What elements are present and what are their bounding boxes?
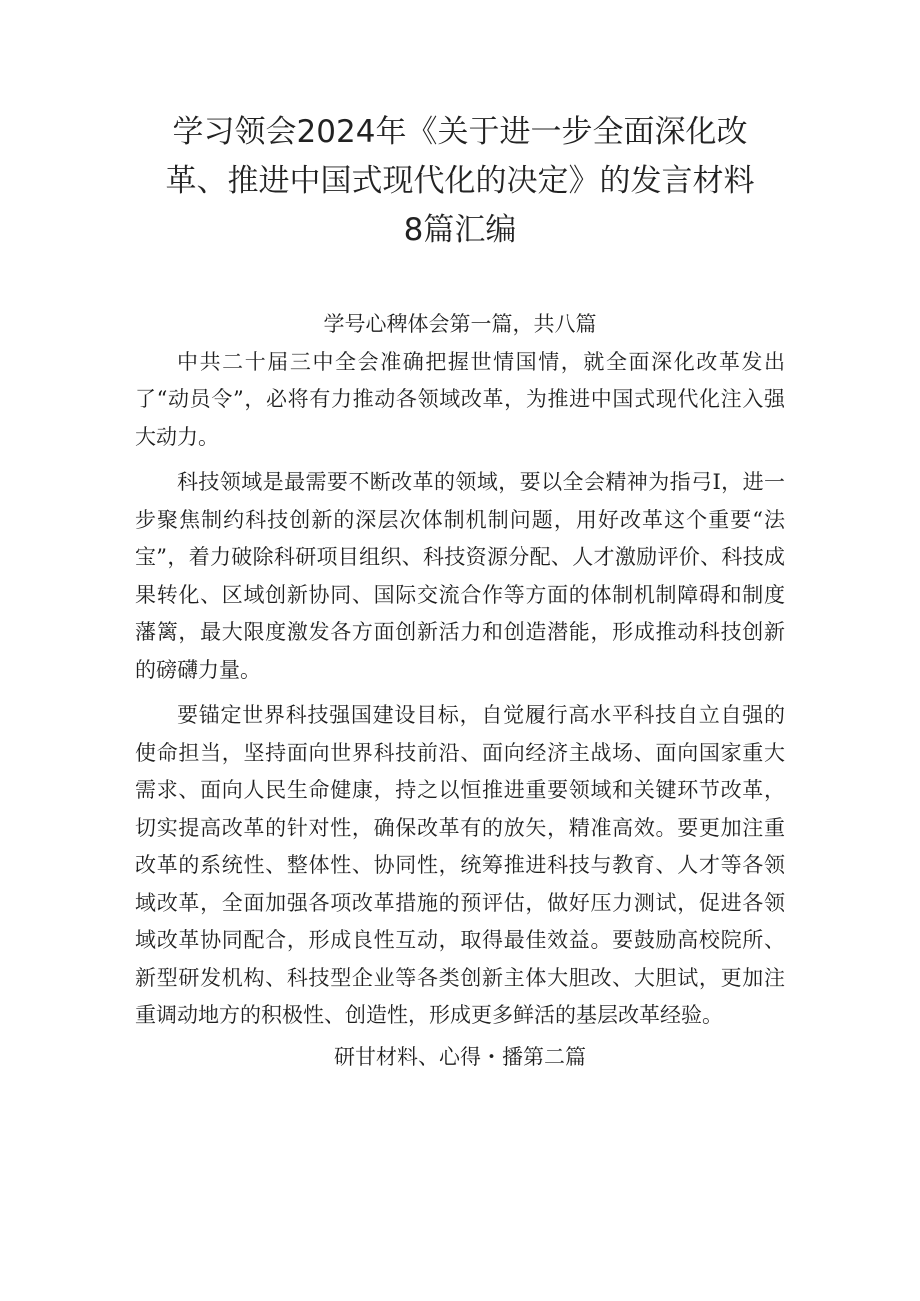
title-line-3: 8篇汇编	[403, 212, 517, 248]
document-body	[135, 306, 785, 1076]
section-1-heading: 学号心稗体会第一篇，共八篇	[323, 312, 597, 336]
document-title	[120, 108, 800, 255]
paragraph-2: 科技领域是最需要不断改革的领域，要以全会精神为指弓I，进一步聚焦制约科技创新的深层次体制机制问题，用好改革这个重要“法宝”，着力破除科研项目组织、科技资源分配、人才激励评价、科技成果转化、区域创新协同、国际交流合作等方面的体制机制障碍和制度藩篱，最大限度激发各方面创新活力和创造潜能，形成推动科技创新的磅礴力量。	[135, 470, 785, 682]
paragraph-3: 要锚定世界科技强国建设目标，自觉履行高水平科技自立自强的使命担当，坚持面向世界科技前沿、面向经济主战场、面向国家重大需求、面向人民生命健康，持之以恒推进重要领域和关键环节改革，切实提高改革的针对性，确保改革有的放矢，精准高效。要更加注重改革的系统性、整体性、协同性，统筹推进科技与教育、人才等各领域改革，全面加强各项改革措施的预评估，做好压力测试，促进各领域改革协同配合，形成良性互动，取得最佳效益。要鼓励高校院所、新型研发机构、科技型企业等各类创新主体大胆改、大胆试，更加注重调动地方的积极性、创造性，形成更多鲜活的基层改革经验。	[135, 703, 785, 1027]
section-2-heading: 研甘材料、心得・播第二篇	[334, 1044, 586, 1069]
title-line-2: 革、推进中国式现代化的决定》的发言材料	[165, 163, 755, 199]
paragraph-1: 中共二十届三中全会准确把握世情国情，就全面深化改革发出了“动员令”，必将有力推动各领域改革，为推进中国式现代化注入强大动力。	[135, 349, 785, 449]
title-line-1: 学习领会2024年《关于进一步全面深化改	[172, 114, 748, 150]
